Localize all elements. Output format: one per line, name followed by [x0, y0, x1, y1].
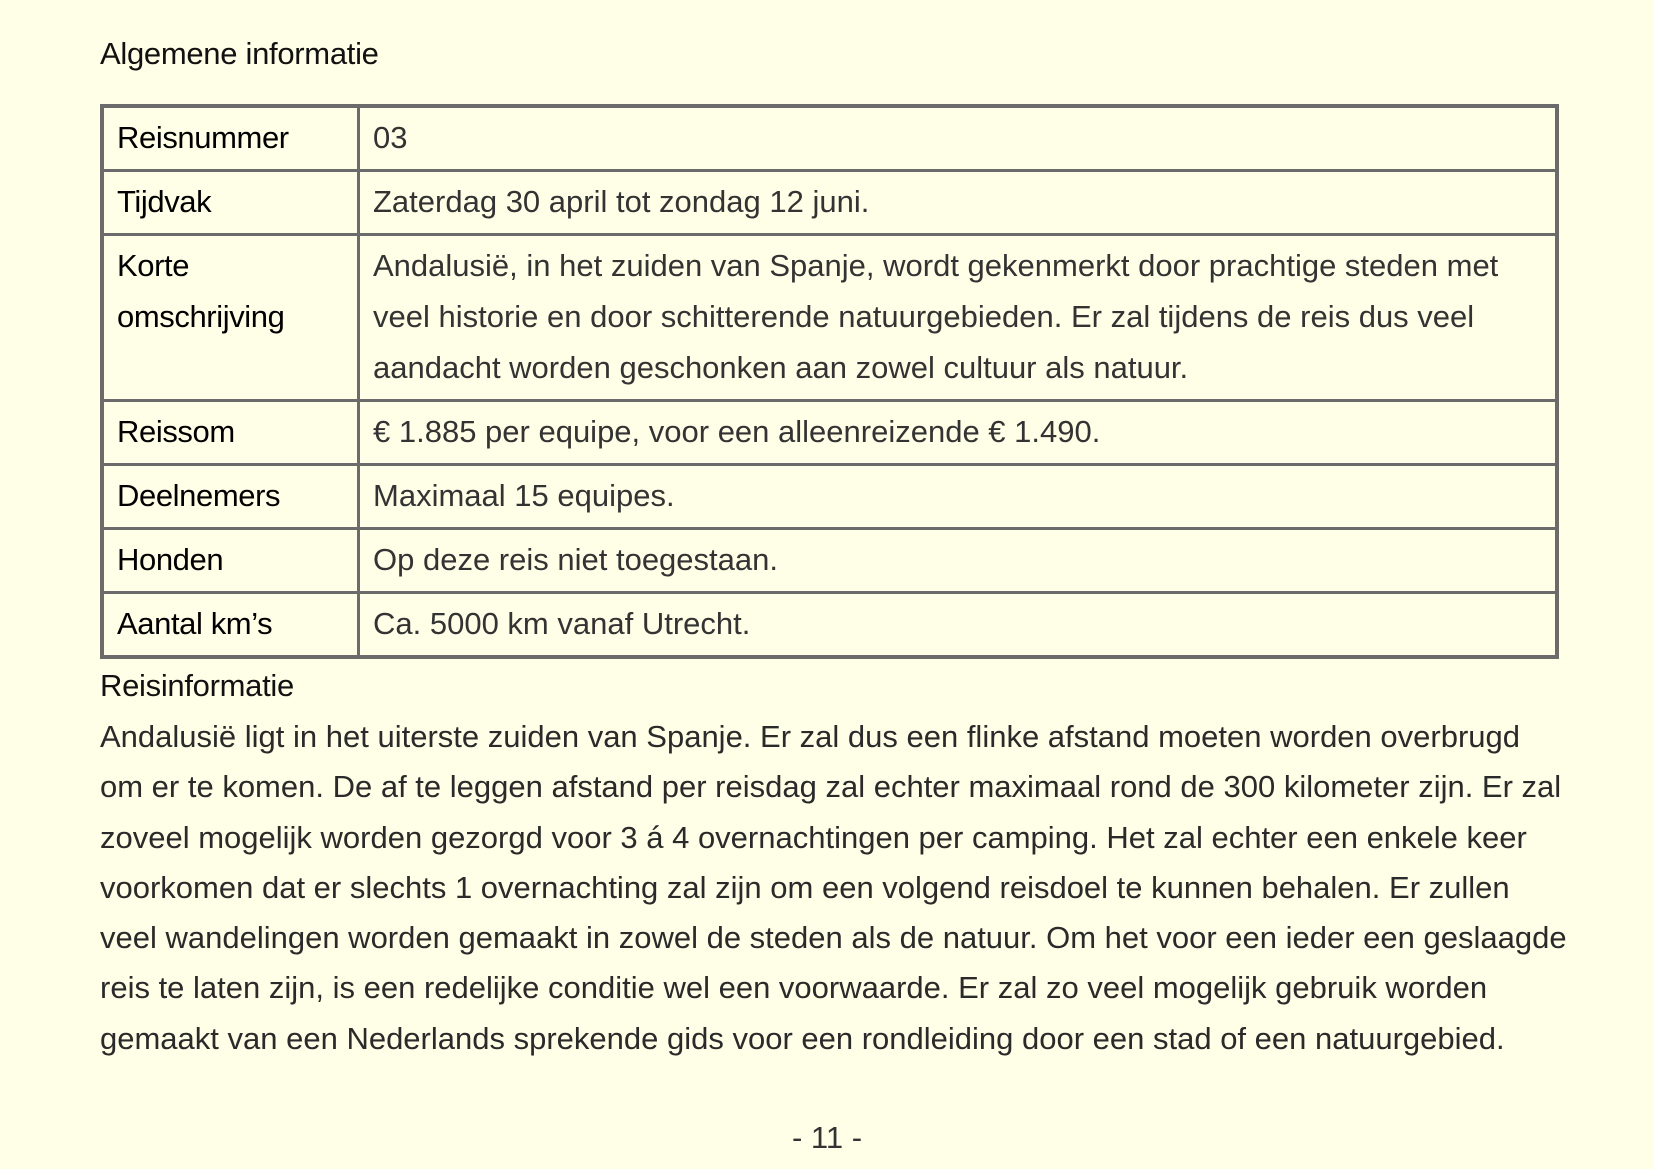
table-row — [102, 106, 1557, 171]
general-info-table — [100, 104, 1559, 659]
row-value-korte-omschrijving: Andalusië, in het zuiden van Spanje, wordt gekenmerkt door prachtige steden met veel historie en door schitterende natuurgebieden. Er zal tijdens de reis dus veel aandacht worden geschonken aan zowel cultuur als natuur. — [359, 235, 1558, 401]
section-heading-general-info: Algemene informatie — [100, 36, 379, 71]
section-heading-reisinformatie: Reisinformatie — [100, 668, 294, 703]
row-value-reisnummer: 03 — [359, 106, 1558, 171]
row-value-reissom: € 1.885 per equipe, voor een alleenreizende € 1.490. — [359, 401, 1558, 465]
row-label-tijdvak: Tijdvak — [102, 171, 359, 235]
row-label-korte-omschrijving: Korte omschrijving — [102, 235, 359, 401]
table-row — [102, 235, 1557, 401]
table-row — [102, 401, 1557, 465]
row-value-aantal-kms: Ca. 5000 km vanaf Utrecht. — [359, 593, 1558, 658]
row-label-honden: Honden — [102, 529, 359, 593]
row-label-aantal-kms: Aantal km’s — [102, 593, 359, 658]
reisinformatie-paragraph: Andalusië ligt in het uiterste zuiden van Spanje. Er zal dus een flinke afstand moeten worden overbrugd om er te komen. De af te leggen afstand per reisdag zal echter maximaal rond de 300 kilometer zijn. Er zal zoveel mogelijk worden gezorgd voor 3 á 4 overnachtingen per camping. Het zal echter een enkele keer voorkomen dat er slechts 1 overnachting zal zijn om een volgend reisdoel te kunnen behalen. Er zullen veel wandelingen worden gemaakt in zowel de steden als de natuur. Om het voor een ieder een geslaagde reis te laten zijn, is een redelijke conditie wel een voorwaarde. Er zal zo veel mogelijk gebruik worden gemaakt van een Nederlands sprekende gids voor een rondleiding door een stad of een natuurgebied. — [100, 719, 1567, 1056]
row-label-reisnummer: Reisnummer — [102, 106, 359, 171]
table-row — [102, 171, 1557, 235]
row-value-tijdvak: Zaterdag 30 april tot zondag 12 juni. — [359, 171, 1558, 235]
row-label-reissom: Reissom — [102, 401, 359, 465]
row-value-honden: Op deze reis niet toegestaan. — [359, 529, 1558, 593]
table-row — [102, 529, 1557, 593]
row-value-deelnemers: Maximaal 15 equipes. — [359, 465, 1558, 529]
page-number: - 11 - — [791, 1120, 863, 1155]
table-row — [102, 593, 1557, 658]
table-row — [102, 465, 1557, 529]
row-label-deelnemers: Deelnemers — [102, 465, 359, 529]
